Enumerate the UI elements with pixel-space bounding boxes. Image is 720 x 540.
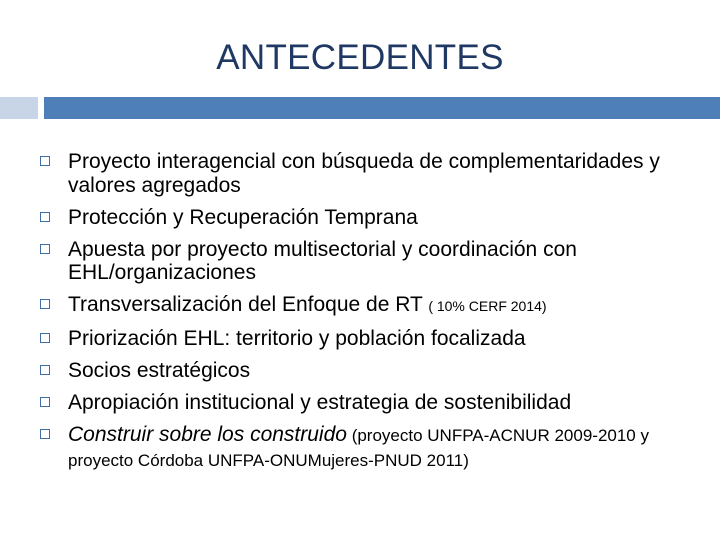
- slide-title: ANTECEDENTES: [216, 38, 504, 77]
- title-rule-bar: [44, 97, 720, 119]
- bullet-item: [40, 423, 700, 472]
- bullet-text: Priorización EHL: territorio y población focalizada: [68, 327, 526, 350]
- bullet-text: Apuesta por proyecto multisectorial y coordinación con EHL/organizaciones: [68, 237, 577, 284]
- bullet-note: ( 10% CERF 2014): [428, 298, 547, 314]
- bullet-item: [40, 238, 700, 285]
- bullet-text: Transversalización del Enfoque de RT: [68, 293, 429, 316]
- hollow-square-icon: [40, 244, 50, 254]
- hollow-square-icon: [40, 299, 50, 309]
- hollow-square-icon: [40, 397, 50, 407]
- hollow-square-icon: [40, 429, 50, 439]
- bullet-item: [40, 293, 700, 319]
- bullet-item: [40, 150, 700, 197]
- bullet-text: Construir sobre los construido: [68, 423, 347, 446]
- title-rule-accent: [0, 97, 38, 119]
- bullet-text: Protección y Recuperación Temprana: [68, 205, 418, 229]
- hollow-square-icon: [40, 212, 50, 222]
- bullet-item: [40, 206, 700, 230]
- bullet-item: [40, 327, 700, 351]
- hollow-square-icon: [40, 156, 50, 166]
- hollow-square-icon: [40, 365, 50, 375]
- bullet-list: [40, 150, 700, 481]
- bullet-text: Socios estratégicos: [68, 359, 251, 382]
- bullet-text: Proyecto interagencial con búsqueda de complementaridades y valores agregados: [68, 150, 660, 197]
- bullet-note: (proyecto UNFPA-ACNUR 2009-2010 y proyecto Córdoba UNFPA-ONUMujeres-PNUD 2011): [68, 426, 649, 470]
- hollow-square-icon: [40, 333, 50, 343]
- bullet-item: [40, 391, 700, 415]
- bullet-text: Apropiación institucional y estrategia de sostenibilidad: [68, 391, 572, 414]
- bullet-item: [40, 359, 700, 383]
